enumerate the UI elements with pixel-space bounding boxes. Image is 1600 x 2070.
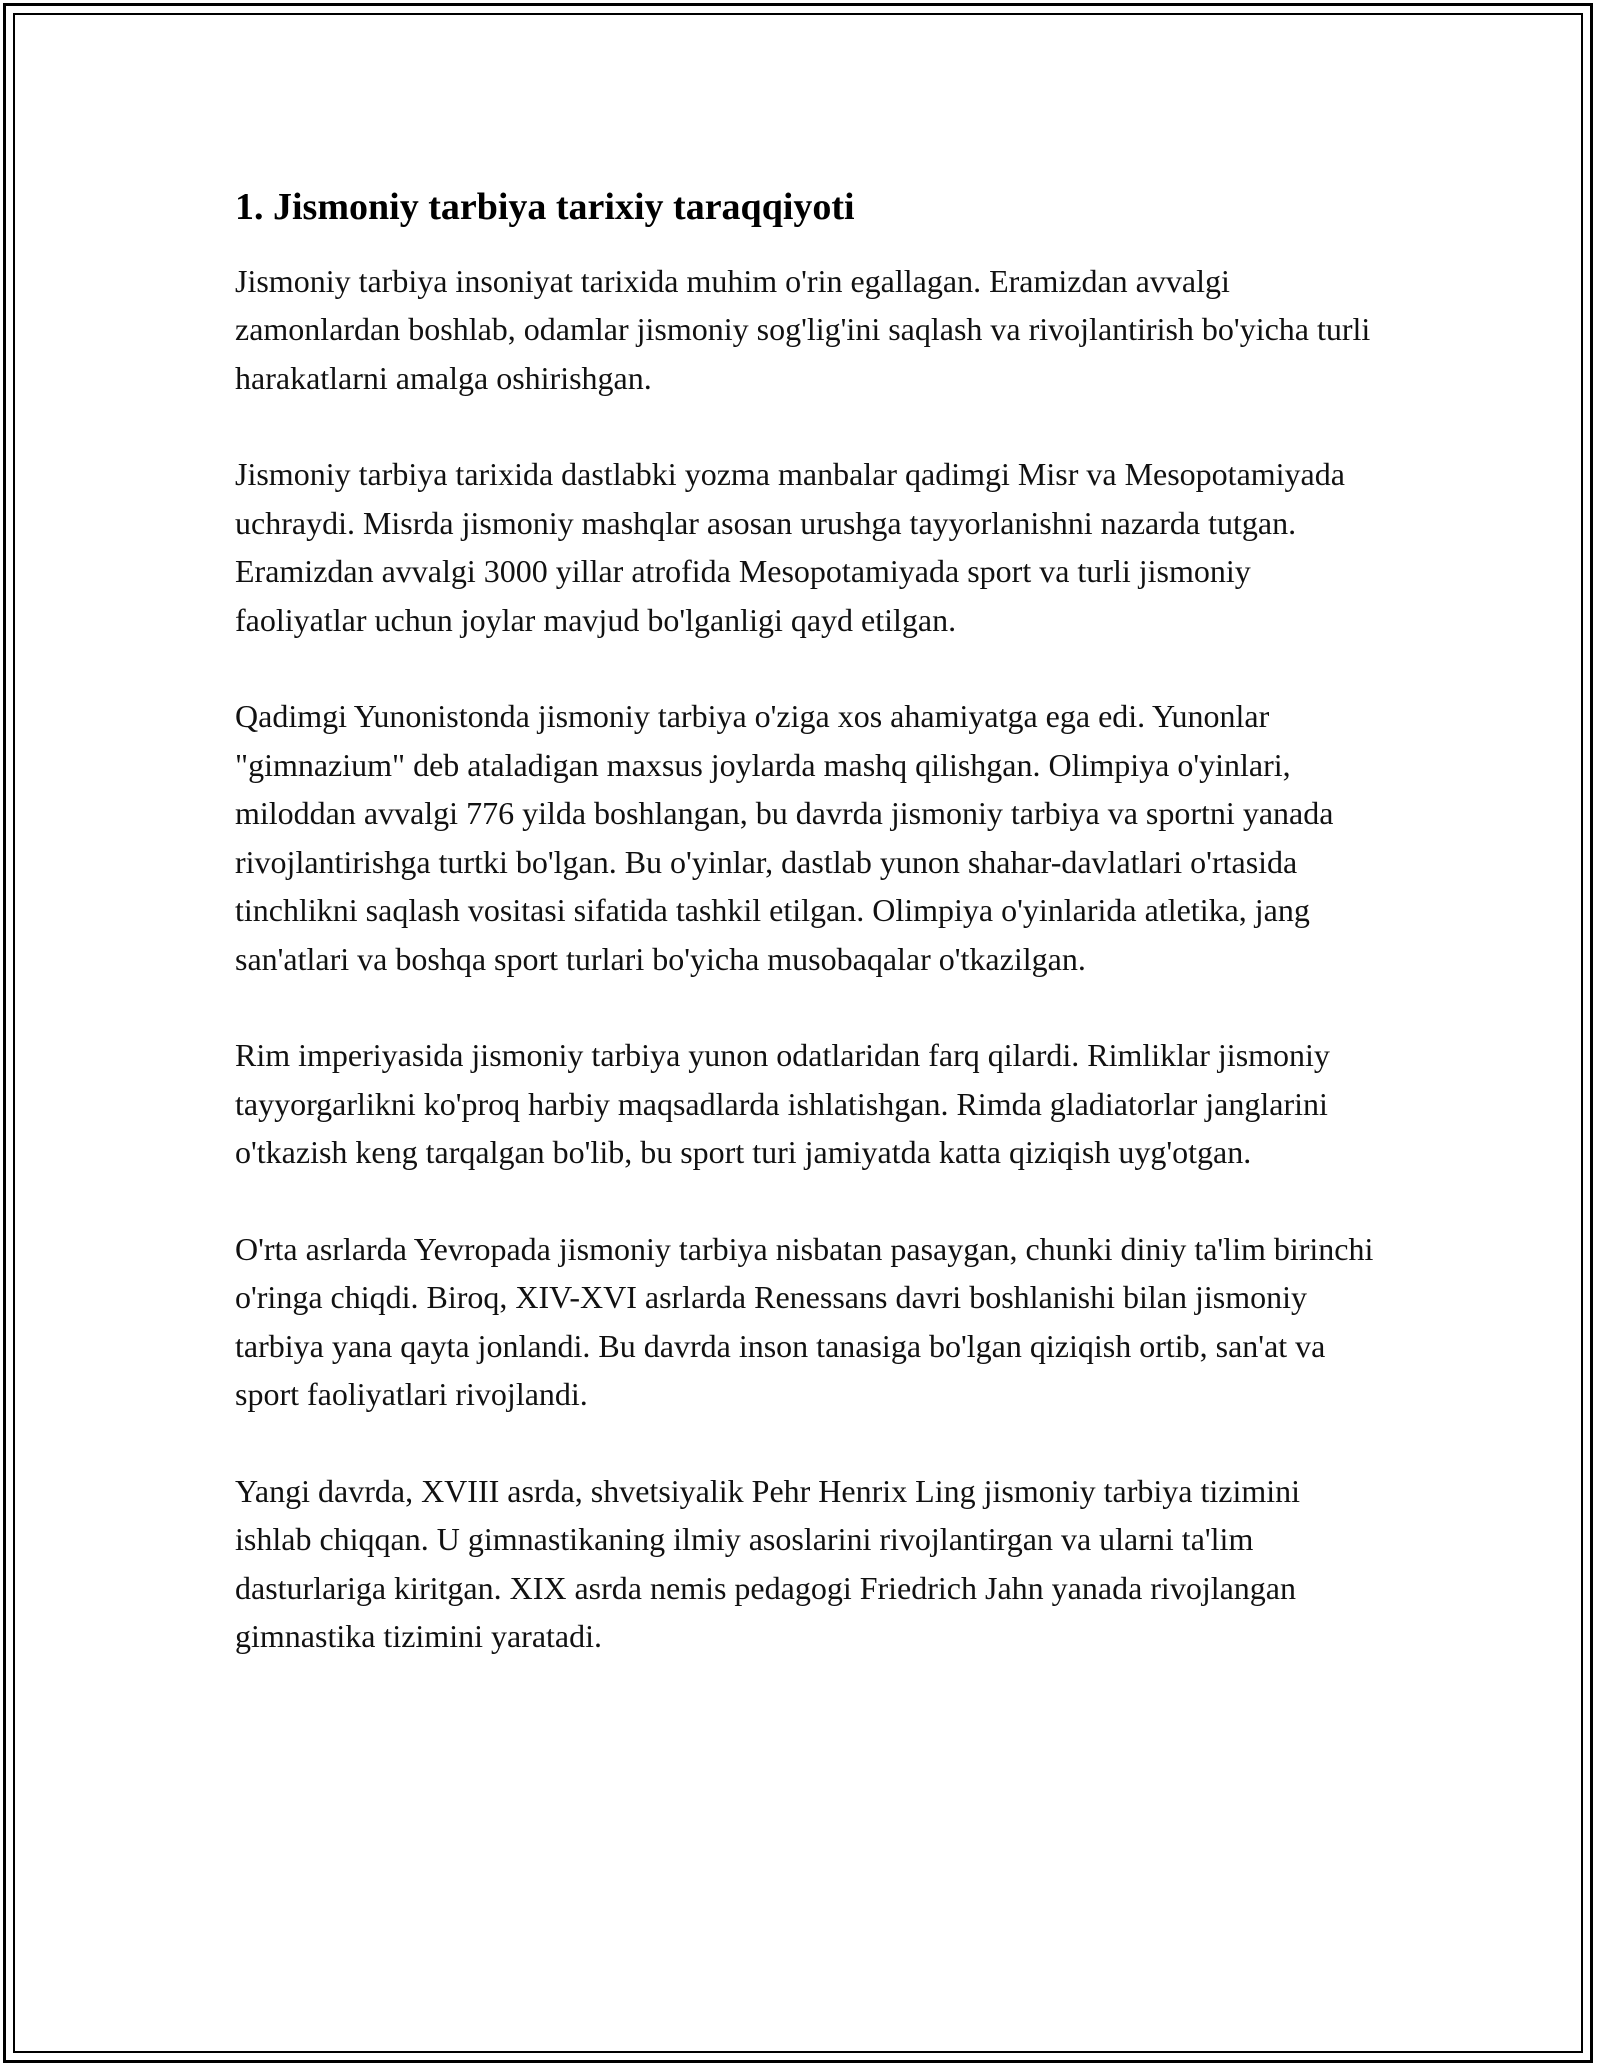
paragraph-6: Yangi davrda, XVIII asrda, shvetsiyalik Pehr Henrix Ling jismoniy tarbiya tizimini ishlab chiqqan. U gimnastikaning ilmiy asoslarini rivojlantirgan va ularni ta'lim dasturlariga kiritgan. XIX asrda nemis pedagogi Friedrich Jahn yanada rivojlangan gimnastika tizimini yaratadi. (235, 1472, 1300, 1655)
paragraph-2: Jismoniy tarbiya tarixida dastlabki yozma manbalar qadimgi Misr va Mesopotamiyada uchraydi. Misrda jismoniy mashqlar asosan urushga tayyorlanishni nazarda tutgan. Eramizdan avvalgi 3000 yillar atrofida Mesopotamiyada sport va turli jismoniy faoliyatlar uchun joylar mavjud bo'lganligi qayd etilgan. (235, 456, 1345, 638)
paragraph-4: Rim imperiyasida jismoniy tarbiya yunon odatlaridan farq qilardi. Rimliklar jismoniy tayyorgarlikni ko'proq harbiy maqsadlarda ishlatishgan. Rimda gladiatorlar janglarini o'tkazish keng tarqalgan bo'lib, bu sport turi jamiyatda katta qiziqish uyg'otgan. (235, 1037, 1330, 1171)
document-body (235, 185, 1375, 1709)
paragraph-1: Jismoniy tarbiya insoniyat tarixida muhim o'rin egallagan. Eramizdan avvalgi zamonlardan boshlab, odamlar jismoniy sog'lig'ini saqlash va rivojlantirish bo'yicha turli harakatlarni amalga oshirishgan. (235, 262, 1371, 396)
paragraph-3: Qadimgi Yunonistonda jismoniy tarbiya o'ziga xos ahamiyatga ega edi. Yunonlar "gimnazium" deb ataladigan maxsus joylarda mashq qilishgan. Olimpiya o'yinlari, miloddan avvalgi 776 yilda boshlangan, bu davrda jismoniy tarbiya va sportni yanada rivojlantirishga turtki bo'lgan. Bu o'yinlar, dastlab yunon shahar-davlatlari o'rtasida tinchlikni saqlash vositasi sifatida tashkil etilgan. Olimpiya o'yinlarida atletika, jang san'atlari va boshqa sport turlari bo'yicha musobaqalar o'tkazilgan. (235, 698, 1334, 977)
section-heading: 1. Jismoniy tarbiya tarixiy taraqqiyoti (235, 186, 855, 228)
paragraph-5: O'rta asrlarda Yevropada jismoniy tarbiya nisbatan pasaygan, chunki diniy ta'lim birinchi o'ringa chiqdi. Biroq, XIV-XVI asrlarda Renessans davri boshlanishi bilan jismoniy tarbiya yana qayta jonlandi. Bu davrda inson tanasiga bo'lgan qiziqish ortib, san'at va sport faoliyatlari rivojlandi. (235, 1230, 1374, 1413)
